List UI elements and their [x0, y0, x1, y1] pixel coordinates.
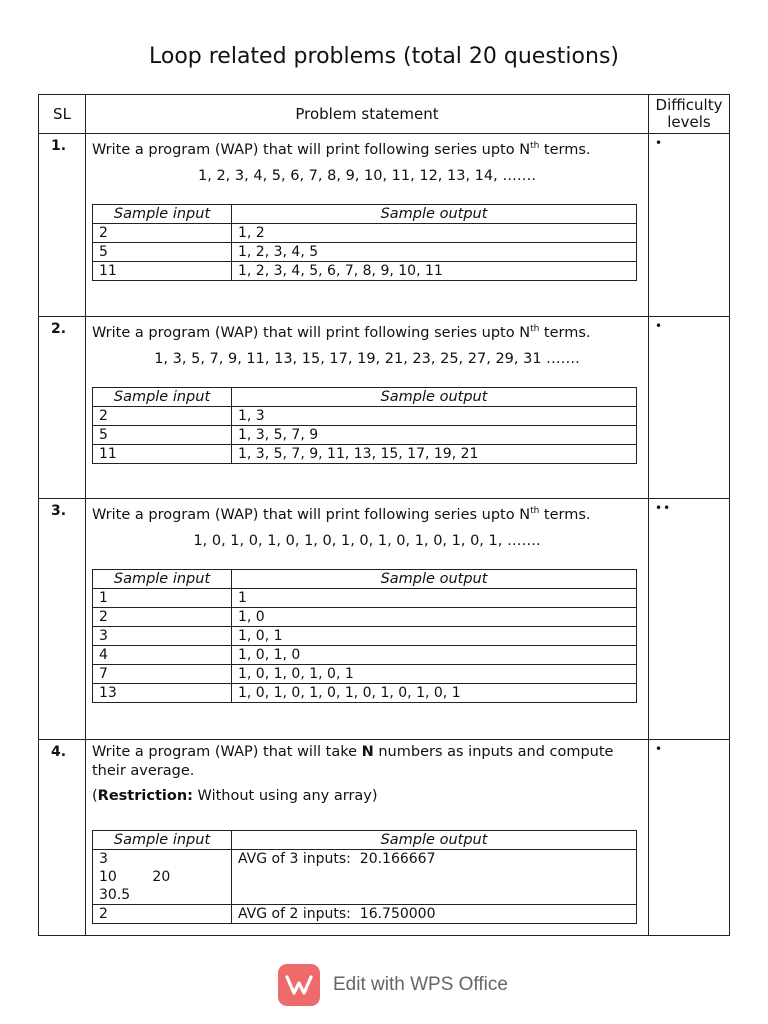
header-sl: SL	[39, 95, 86, 134]
table-row	[39, 317, 730, 499]
sample-output: AVG of 3 inputs: 20.166667	[232, 850, 637, 905]
header-difficulty-line1: Difficulty	[655, 96, 723, 114]
problem-text	[92, 502, 642, 525]
problem-text-main: Write a program (WAP) that will print following series upto N	[92, 324, 531, 341]
sample-input: 13	[93, 683, 232, 702]
sample-row	[93, 223, 637, 242]
sample-input: 11	[93, 444, 232, 463]
sample-row	[93, 425, 637, 444]
wps-edit-banner[interactable]	[278, 963, 508, 1007]
sample-output: AVG of 2 inputs: 16.750000	[232, 905, 637, 924]
sample-input-line: 30.5	[99, 887, 131, 903]
difficulty-indicator: ••	[649, 499, 730, 740]
sample-output: 1, 3	[232, 406, 637, 425]
problem-statement	[86, 134, 649, 317]
series-text: 1, 2, 3, 4, 5, 6, 7, 8, 9, 10, 11, 12, 13, 14, …….	[198, 167, 536, 184]
difficulty-indicator: •	[649, 317, 730, 499]
problem-statement	[86, 317, 649, 499]
sample-table	[92, 204, 637, 281]
sample-output: 1, 3, 5, 7, 9, 11, 13, 15, 17, 19, 21	[232, 444, 637, 463]
sample-input: 5	[93, 425, 232, 444]
restriction-label: Restriction:	[97, 788, 193, 804]
sample-row	[93, 645, 637, 664]
sample-output: 1, 0, 1, 0	[232, 645, 637, 664]
difficulty-indicator: •	[649, 134, 730, 317]
sample-input: 2	[93, 223, 232, 242]
header-statement: Problem statement	[86, 95, 649, 134]
sample-output-header: Sample output	[232, 387, 637, 406]
sample-row	[93, 444, 637, 463]
wps-logo-icon	[278, 964, 320, 1006]
superscript: th	[530, 324, 540, 334]
problem-text-end: terms.	[539, 506, 591, 523]
sample-output: 1, 0	[232, 607, 637, 626]
sample-output: 1, 0, 1	[232, 626, 637, 645]
sample-input-header: Sample input	[93, 831, 232, 850]
sample-input-header: Sample input	[93, 569, 232, 588]
problem-text-end: numbers as inputs and compute their average.	[92, 744, 614, 779]
sample-input: 4	[93, 645, 232, 664]
table-row	[39, 499, 730, 740]
sample-output: 1, 3, 5, 7, 9	[232, 425, 637, 444]
sample-row	[93, 626, 637, 645]
superscript: th	[530, 141, 540, 151]
sample-row	[93, 406, 637, 425]
sample-table	[92, 569, 637, 703]
problem-text-main: Write a program (WAP) that will print following series upto N	[92, 141, 531, 158]
superscript: th	[530, 506, 540, 516]
sample-output: 1, 2, 3, 4, 5	[232, 242, 637, 261]
sample-input: 2	[93, 607, 232, 626]
sample-input-header: Sample input	[93, 387, 232, 406]
table-row	[39, 740, 730, 936]
sample-output-header: Sample output	[232, 569, 637, 588]
sample-table	[92, 830, 637, 924]
problem-number: 3.	[39, 499, 86, 740]
page-title: Loop related problems (total 20 questions)	[148, 44, 619, 69]
sample-input: 2	[93, 406, 232, 425]
sample-input: 1	[93, 588, 232, 607]
problem-number: 1.	[39, 134, 86, 317]
sample-input-line: 10 20	[99, 869, 171, 885]
sample-output: 1, 0, 1, 0, 1, 0, 1	[232, 664, 637, 683]
problem-statement	[86, 499, 649, 740]
variable-n: N	[361, 744, 374, 760]
sample-input-line: 3	[99, 851, 108, 867]
sample-row	[93, 607, 637, 626]
difficulty-indicator: •	[649, 740, 730, 936]
sample-output: 1, 0, 1, 0, 1, 0, 1, 0, 1, 0, 1, 0, 1	[232, 683, 637, 702]
sample-input: 3	[93, 626, 232, 645]
restriction-text: Without using any array)	[192, 788, 378, 804]
sample-row	[93, 588, 637, 607]
sample-output-header: Sample output	[232, 204, 637, 223]
problem-text	[92, 743, 642, 781]
sample-input: 5	[93, 242, 232, 261]
sample-output-header: Sample output	[232, 831, 637, 850]
sample-row	[93, 683, 637, 702]
sample-header-row	[93, 831, 637, 850]
problem-text-main: Write a program (WAP) that will print following series upto N	[92, 506, 531, 523]
table-header-row	[39, 95, 730, 134]
sample-input: 11	[93, 261, 232, 280]
sample-output: 1, 2, 3, 4, 5, 6, 7, 8, 9, 10, 11	[232, 261, 637, 280]
series-text: 1, 0, 1, 0, 1, 0, 1, 0, 1, 0, 1, 0, 1, 0, 1, 0, 1, …….	[193, 532, 541, 549]
sample-table	[92, 387, 637, 464]
header-difficulty	[649, 95, 730, 134]
sample-input	[93, 850, 232, 905]
sample-row	[93, 850, 637, 905]
problem-number: 4.	[39, 740, 86, 936]
sample-row	[93, 905, 637, 924]
restriction-open: (	[92, 788, 98, 804]
header-difficulty-line2: levels	[667, 113, 711, 131]
problems-table	[38, 94, 730, 936]
problem-text	[92, 320, 642, 343]
sample-input-header: Sample input	[93, 204, 232, 223]
series-text: 1, 3, 5, 7, 9, 11, 13, 15, 17, 19, 21, 23, 25, 27, 29, 31 …….	[154, 350, 580, 367]
problem-text	[92, 137, 642, 160]
problem-statement	[86, 740, 649, 936]
sample-header-row	[93, 204, 637, 223]
sample-header-row	[93, 387, 637, 406]
sample-output: 1	[232, 588, 637, 607]
sample-row	[93, 242, 637, 261]
problem-text-main: Write a program (WAP) that will take	[92, 744, 362, 760]
restriction-note	[92, 787, 642, 806]
problem-text-end: terms.	[539, 324, 591, 341]
sample-header-row	[93, 569, 637, 588]
sample-output: 1, 2	[232, 223, 637, 242]
sample-row	[93, 664, 637, 683]
sample-input: 7	[93, 664, 232, 683]
problem-text-end: terms.	[539, 141, 591, 158]
table-row	[39, 134, 730, 317]
problem-number: 2.	[39, 317, 86, 499]
sample-row	[93, 261, 637, 280]
wps-edit-label[interactable]: Edit with WPS Office	[333, 974, 508, 995]
sample-input: 2	[93, 905, 232, 924]
